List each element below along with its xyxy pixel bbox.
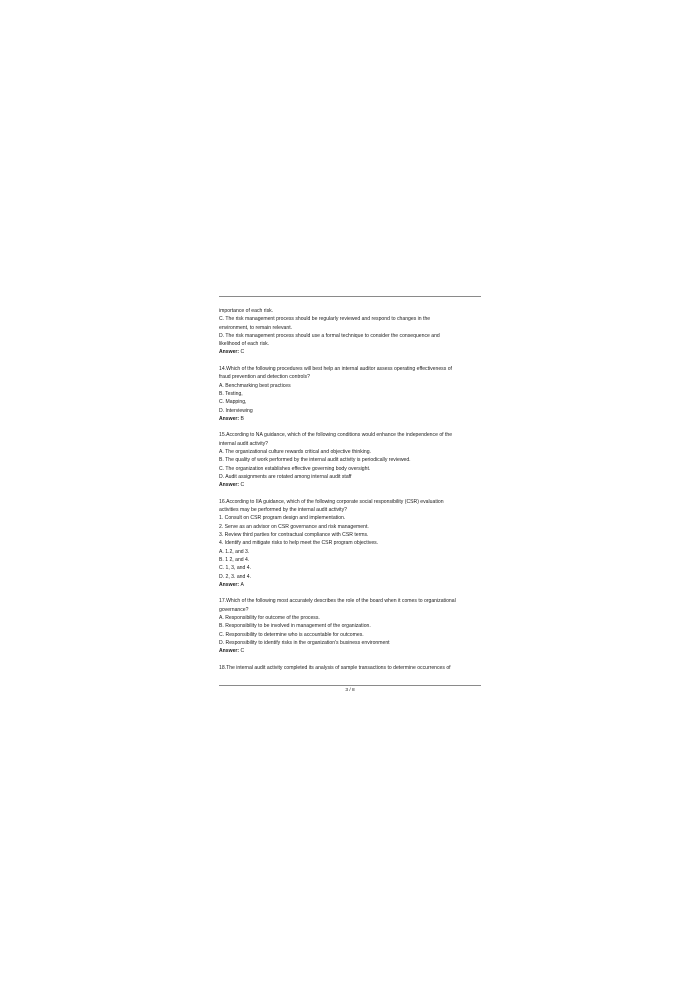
answer-line bbox=[219, 581, 481, 589]
answer-value: C bbox=[240, 349, 245, 356]
question-stem: 16.According to IIA guidance, which of the following corporate social responsibility (CSR) evaluation bbox=[219, 498, 444, 505]
spacer bbox=[219, 655, 481, 663]
text-line: importance of each risk. bbox=[219, 308, 274, 314]
option-c: C. Responsibility to determine who is accountable for outcomes. bbox=[219, 631, 364, 638]
option-b: B. Testing, bbox=[219, 390, 243, 397]
answer-line bbox=[219, 647, 481, 655]
answer-value: B bbox=[240, 415, 244, 422]
question-13-continuation bbox=[219, 307, 481, 357]
page-content bbox=[219, 307, 481, 672]
header-rule bbox=[219, 296, 481, 297]
option-a: A. Benchmarking best practices bbox=[219, 382, 291, 389]
option-a: A. Responsibility for outcome of the process. bbox=[219, 614, 320, 621]
question-stem: governance? bbox=[219, 606, 249, 613]
answer-label: Answer: bbox=[219, 415, 240, 422]
option-d: D. 2, 3. and 4. bbox=[219, 573, 251, 580]
question-18-stem: 18.The internal audit activity completed its analysis of sample transactions to determine occurrences of bbox=[219, 664, 451, 671]
spacer bbox=[219, 423, 481, 431]
numbered-item: 3. Review third parties for contractual compliance with CSR terms. bbox=[219, 532, 369, 539]
answer-value: A bbox=[240, 581, 244, 588]
spacer bbox=[219, 589, 481, 597]
text-line: environment, to remain relevant. bbox=[219, 324, 293, 331]
numbered-item: 2. Serve as an advisor on CSR governance and risk management. bbox=[219, 523, 369, 530]
question-stem: internal audit activity? bbox=[219, 440, 268, 447]
answer-line bbox=[219, 348, 481, 356]
question-stem: activities may be performed by the internal audit activity? bbox=[219, 507, 347, 514]
text-line: likelihood of each risk. bbox=[219, 341, 270, 348]
answer-label: Answer: bbox=[219, 482, 240, 489]
option-b: B. 1 2, and 4. bbox=[219, 556, 250, 563]
question-stem: 15.According to NA guidance, which of the following conditions would enhance the independence of the bbox=[219, 432, 453, 439]
spacer bbox=[219, 357, 481, 365]
answer-label: Answer: bbox=[219, 349, 240, 356]
option-d: D. Interviewing bbox=[219, 407, 253, 414]
option-b: B. The quality of work performed by the internal audit activity is periodically reviewed. bbox=[219, 457, 411, 464]
answer-label: Answer: bbox=[219, 581, 240, 588]
answer-line bbox=[219, 481, 481, 489]
footer-rule bbox=[219, 685, 481, 686]
answer-line bbox=[219, 415, 481, 423]
spacer bbox=[219, 490, 481, 498]
page-number: 3 / 8 bbox=[345, 688, 355, 693]
text-line: C. The risk management process should be regularly reviewed and respond to changes in the bbox=[219, 316, 431, 323]
option-a: A. 1.2, and 3. bbox=[219, 548, 250, 555]
option-c: C. The organization establishes effective governing body oversight. bbox=[219, 465, 371, 472]
option-a: A. The organizational culture rewards critical and objective thinking. bbox=[219, 449, 371, 456]
option-c: C. 1, 3, and 4. bbox=[219, 565, 251, 572]
answer-value: C bbox=[240, 648, 245, 655]
question-14 bbox=[219, 365, 481, 423]
answer-label: Answer: bbox=[219, 648, 240, 655]
numbered-item: 1. Consult on CSR program design and implementation. bbox=[219, 515, 346, 522]
question-17 bbox=[219, 597, 481, 655]
option-d: D. Audit assignments are rotated among internal audit staff bbox=[219, 473, 352, 480]
question-stem: 14.Which of the following procedures will best help an internal auditor assess operating effectiveness of bbox=[219, 366, 452, 373]
answer-value: C bbox=[240, 482, 245, 489]
question-16 bbox=[219, 498, 481, 589]
option-c: C. Mapping, bbox=[219, 399, 247, 406]
text-line: D. The risk management process should use a formal technique to consider the consequence and bbox=[219, 332, 440, 339]
question-stem: fraud prevention and detection controls? bbox=[219, 374, 310, 381]
question-stem: 17.Which of the following most accurately describes the role of the board when it comes to organizational bbox=[219, 598, 456, 605]
option-d: D. Responsibility to identify risks in the organization's business environment bbox=[219, 639, 390, 646]
option-b: B. Responsibility to be involved in management of the organization. bbox=[219, 623, 371, 630]
numbered-item: 4. Identify and mitigate risks to help meet the CSR program objectives. bbox=[219, 540, 379, 547]
question-15 bbox=[219, 431, 481, 489]
